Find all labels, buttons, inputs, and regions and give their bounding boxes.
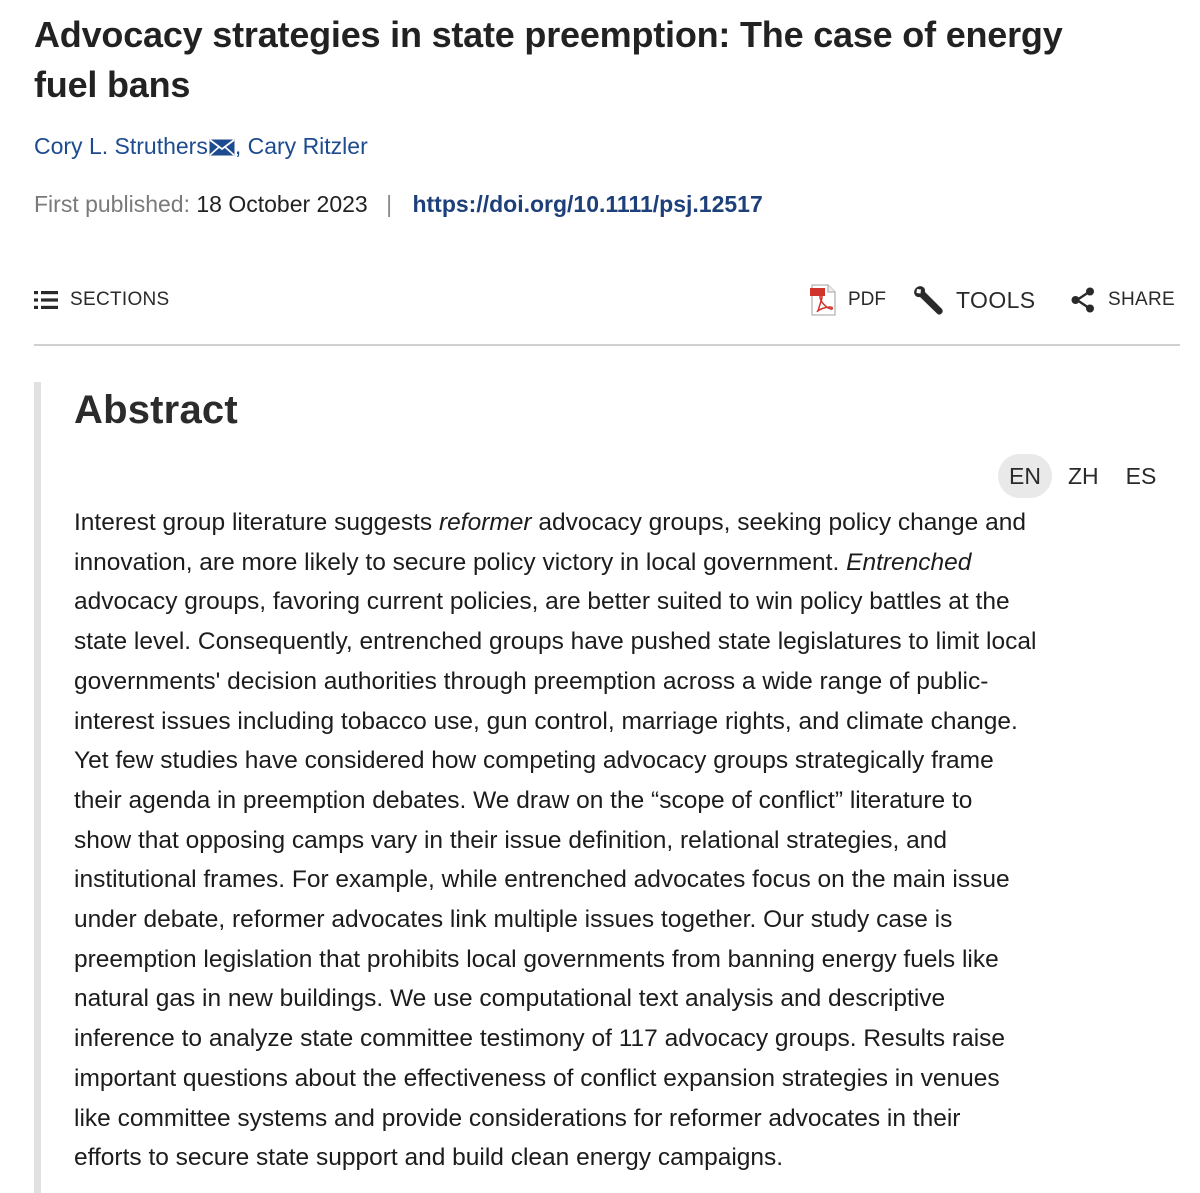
- published-label: First published:: [34, 191, 190, 217]
- abstract-line: efforts to secure state support and build clean energy campaigns.: [74, 1144, 784, 1172]
- language-option-es[interactable]: ES: [1125, 463, 1157, 489]
- abstract-heading: Abstract: [74, 388, 238, 432]
- abstract-line: advocacy groups, favoring current policies, are better suited to win policy battles at the: [74, 588, 1010, 616]
- tools-button[interactable]: [912, 280, 1036, 320]
- pdf-icon: [810, 284, 836, 316]
- published-date: 18 October 2023: [196, 191, 368, 217]
- abstract-text: [74, 503, 1180, 1178]
- abstract-line: governments' decision authorities through preemption across a wide range of public-: [74, 667, 989, 695]
- abstract-line: inference to analyze state committee testimony of 117 advocacy groups. Results raise: [74, 1025, 1006, 1053]
- language-switcher: [998, 454, 1172, 498]
- abstract-line: natural gas in new buildings. We use computational text analysis and descriptive: [74, 985, 946, 1013]
- abstract-side-bar: [34, 382, 41, 1193]
- language-option-zh[interactable]: ZH: [1067, 463, 1099, 489]
- sections-button[interactable]: [34, 280, 170, 320]
- share-label: SHARE: [1108, 289, 1175, 310]
- language-option-en[interactable]: EN: [998, 454, 1052, 498]
- sections-label: SECTIONS: [70, 289, 170, 310]
- share-icon: [1070, 287, 1096, 313]
- abstract-line: their agenda in preemption debates. We draw on the “scope of conflict” literature to: [74, 786, 973, 814]
- abstract-line: state level. Consequently, entrenched groups have pushed state legislatures to limit local: [74, 628, 1037, 656]
- abstract-line: like committee systems and provide considerations for reformer advocates in their: [74, 1104, 961, 1132]
- abstract-line: innovation, are more likely to secure policy victory in local government. Entrenched: [74, 548, 972, 576]
- tools-label: TOOLS: [956, 286, 1036, 313]
- toolbar-divider: [34, 344, 1180, 346]
- title-line: fuel bans: [34, 64, 191, 105]
- emphasis-reformer: reformer: [438, 509, 532, 536]
- author-list: [34, 131, 368, 161]
- share-button[interactable]: [1070, 280, 1175, 320]
- envelope-icon[interactable]: [209, 139, 235, 156]
- abstract-line: preemption legislation that prohibits local governments from banning energy fuels like: [74, 945, 999, 973]
- emphasis-entrenched: Entrenched: [846, 548, 972, 576]
- article-title: [34, 10, 1164, 110]
- abstract-line: show that opposing camps vary in their issue definition, relational strategies, and: [74, 826, 947, 854]
- abstract-line: Yet few studies have considered how competing advocacy groups strategically frame: [74, 747, 994, 775]
- abstract-line: institutional frames. For example, while entrenched advocates focus on the main issue: [74, 866, 1010, 894]
- author-separator: ,: [234, 133, 242, 159]
- abstract-line: Interest group literature suggests reformer advocacy groups, seeking policy change and: [74, 509, 1026, 536]
- abstract-line: interest issues including tobacco use, gun control, marriage rights, and climate change.: [74, 707, 1018, 735]
- abstract-line: important questions about the effectiveness of conflict expansion strategies in venues: [74, 1064, 1000, 1092]
- pdf-label: PDF: [848, 289, 886, 310]
- list-icon: [34, 291, 58, 309]
- title-line: Advocacy strategies in state preemption: The case of energy: [34, 14, 1063, 55]
- doi-link[interactable]: https://doi.org/10.1111/psj.12517: [412, 191, 763, 217]
- publication-info: [34, 189, 763, 219]
- author-link-struthers[interactable]: Cory L. Struthers: [34, 133, 208, 159]
- article-toolbar: [34, 280, 1180, 320]
- info-separator: |: [386, 191, 393, 217]
- pdf-button[interactable]: [810, 280, 886, 320]
- wrench-icon: [912, 284, 944, 316]
- author-link-ritzler[interactable]: Cary Ritzler: [247, 133, 368, 159]
- abstract-line: under debate, reformer advocates link multiple issues together. Our study case is: [74, 906, 953, 934]
